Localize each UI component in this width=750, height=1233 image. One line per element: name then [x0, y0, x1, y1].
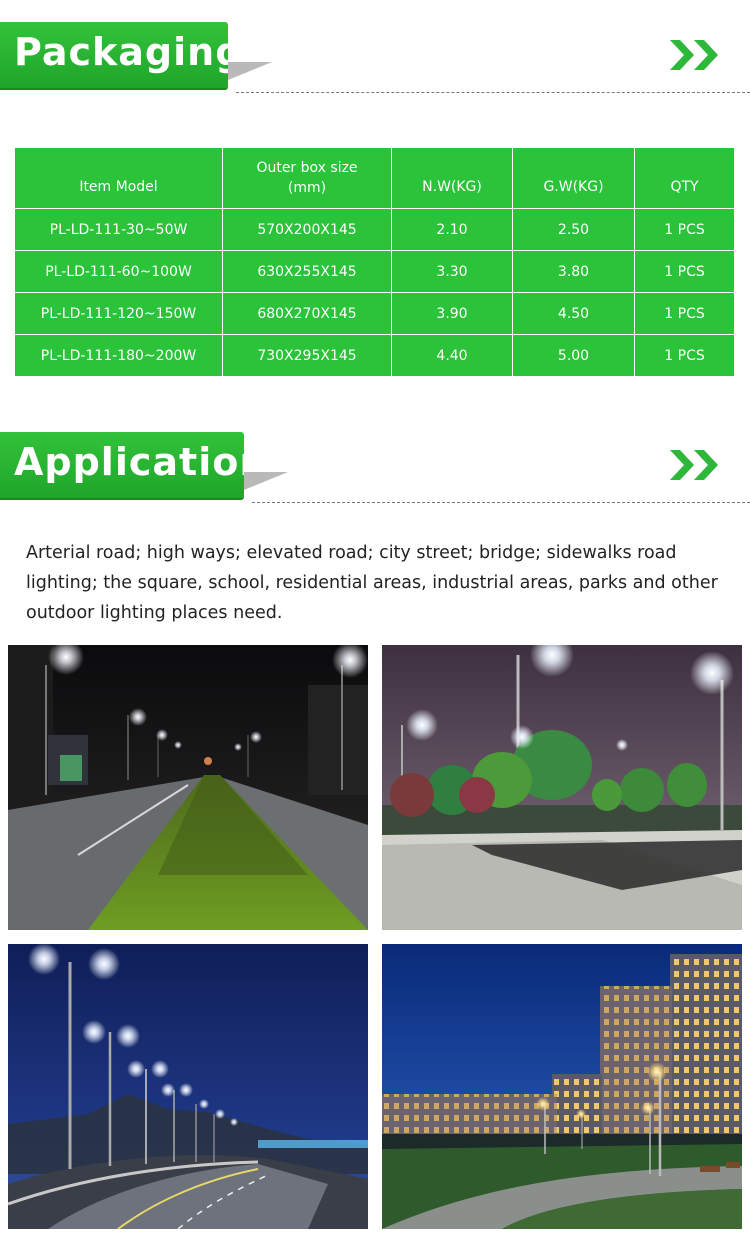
cell-net-weight: 2.10 — [392, 209, 513, 251]
cell-gross-weight: 3.80 — [513, 251, 635, 293]
cell-model: PL-LD-111-120~150W — [15, 293, 223, 335]
header-qty: QTY — [635, 148, 735, 209]
plaza-night-photo — [382, 645, 742, 930]
section-divider — [252, 502, 750, 503]
packaging-title: Packaging — [14, 30, 244, 74]
application-title-tab — [0, 432, 268, 498]
cell-gross-weight: 4.50 — [513, 293, 635, 335]
cell-gross-weight: 5.00 — [513, 335, 635, 377]
application-description: Arterial road; high ways; elevated road; city street; bridge; sidewalks road lighting; the square, school, residential areas, industrial areas, parks and other outdoor lighting places need. — [26, 543, 718, 623]
packaging-title-tab — [0, 22, 244, 88]
cell-model: PL-LD-111-180~200W — [15, 335, 223, 377]
packaging-section-header — [0, 22, 750, 102]
cell-net-weight: 3.30 — [392, 251, 513, 293]
header-net-weight: N.W(KG) — [392, 148, 513, 209]
cell-qty: 1 PCS — [635, 251, 735, 293]
cell-net-weight: 3.90 — [392, 293, 513, 335]
cell-gross-weight: 2.50 — [513, 209, 635, 251]
header-gross-weight: G.W(KG) — [513, 148, 635, 209]
tab-shadow — [244, 472, 288, 490]
highway-night-photo — [8, 645, 368, 930]
curved-road-photo — [8, 944, 368, 1229]
cell-model: PL-LD-111-60~100W — [15, 251, 223, 293]
tab-shadow — [228, 62, 272, 80]
application-section-header — [0, 432, 750, 512]
cell-qty: 1 PCS — [635, 335, 735, 377]
packaging-table — [14, 147, 735, 377]
cell-box-size: 630X255X145 — [223, 251, 392, 293]
application-title: Application — [14, 440, 268, 484]
cell-box-size: 730X295X145 — [223, 335, 392, 377]
cell-net-weight: 4.40 — [392, 335, 513, 377]
section-divider — [236, 92, 750, 93]
residential-area-photo — [382, 944, 742, 1229]
double-chevron-right-icon — [670, 40, 724, 70]
table-row — [15, 293, 735, 335]
cell-box-size: 680X270X145 — [223, 293, 392, 335]
table-row — [15, 251, 735, 293]
table-row — [15, 209, 735, 251]
header-outer-box-size: Outer box size (mm) — [223, 148, 392, 209]
table-header-row — [15, 148, 735, 209]
cell-model: PL-LD-111-30~50W — [15, 209, 223, 251]
cell-box-size: 570X200X145 — [223, 209, 392, 251]
double-chevron-right-icon — [670, 450, 724, 480]
table-row — [15, 335, 735, 377]
header-item-model: Item Model — [15, 148, 223, 209]
cell-qty: 1 PCS — [635, 209, 735, 251]
cell-qty: 1 PCS — [635, 293, 735, 335]
